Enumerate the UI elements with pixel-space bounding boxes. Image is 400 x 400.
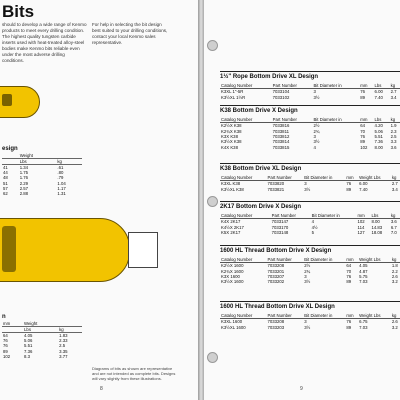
table-row	[220, 230, 400, 235]
table-cell: 3.6	[390, 144, 397, 150]
table-cell: K3XL 1600	[221, 319, 243, 325]
binder-hole	[207, 40, 218, 51]
table-cell: 76	[346, 181, 352, 187]
table-row	[220, 94, 400, 99]
table-cell: 89	[360, 139, 366, 145]
spec-table	[220, 213, 400, 235]
table-cell: 7033201	[267, 268, 285, 274]
intro-text-right: For help in selecting the bit design best suited to your drilling conditions, contact your local Kenmo sales representative.	[92, 22, 168, 45]
table-cell: 14.83	[371, 224, 383, 230]
table-cell: 2.6	[391, 273, 398, 279]
table-cell: 3.2	[391, 324, 398, 330]
table-cell: 76	[360, 133, 366, 139]
table-cell: 1.9	[390, 123, 397, 129]
table-cell: 3	[313, 133, 316, 139]
table-cell: 7033207	[267, 273, 285, 279]
table-cell: 3½	[313, 139, 320, 145]
table-cell: 7033815	[272, 144, 290, 150]
table-cell: 7033814	[272, 139, 290, 145]
col-header: Weight Lbs	[358, 175, 391, 181]
col-header: mm	[345, 313, 358, 319]
table-cell: 3	[313, 89, 316, 95]
spec-table	[220, 175, 400, 192]
section-rule	[220, 105, 400, 106]
table-cell: 6.00	[374, 89, 383, 95]
table-cell: 4.20	[374, 123, 383, 129]
page-number-left: 8	[100, 386, 103, 392]
table-cell: 4	[311, 219, 315, 225]
table-cell: 6.7	[390, 224, 397, 230]
table-cell: 76	[346, 273, 352, 279]
table-cell: K2¾X 1600	[221, 268, 244, 274]
table-cell: 3½	[313, 94, 320, 100]
section-rule	[220, 201, 400, 202]
table-cell: 2.2	[391, 268, 398, 274]
table-cell: 7.03	[359, 279, 368, 285]
table-row: 41 1.34 .61	[3, 165, 64, 171]
page-title: Bits	[2, 2, 35, 21]
table-cell: 3.4	[390, 94, 397, 100]
col-header: mm	[357, 213, 371, 219]
bit-table-2	[2, 314, 82, 359]
table-cell: 2½	[313, 123, 320, 129]
table-cell: 7033203	[267, 324, 285, 330]
illustration-caption: Diagrams of bits as shown are representative and are not intended as complete bits. Designs will vary slightly from these illustrations.	[92, 366, 176, 381]
table-cell: 7033147	[271, 219, 289, 225]
page-number-right: 9	[300, 386, 303, 392]
col-header: Lbs	[374, 83, 390, 89]
col-header: Part Number	[272, 83, 313, 89]
table-cell: 7033208	[267, 319, 285, 325]
table-cell: 76	[346, 319, 352, 325]
col-header: Part Number	[271, 213, 311, 219]
table-cell: 18.08	[371, 229, 383, 235]
table-heading: n	[2, 314, 6, 320]
col-header: kg	[391, 257, 400, 263]
table-row: 76 5.51 2.5	[3, 343, 66, 349]
table-row: 76 5.06 2.33	[3, 338, 68, 344]
table-cell: K3½XL K38	[221, 186, 244, 192]
intro-text-left: should to develop a wide range of Kenmo products to meet every drilling condition. The highest quality tungsten carbide inserts used with heat-treated alloy-steel bodies make Kenmo bits reliable even under the most adverse drilling conditions.	[2, 22, 87, 63]
col-header: Weight Lbs	[358, 257, 391, 263]
col-header: kg	[391, 175, 400, 181]
section-rule	[220, 71, 400, 72]
col-header: kg	[58, 327, 82, 333]
table-row: 102 8.3 3.77	[3, 353, 68, 359]
col-header: Lbs	[23, 327, 58, 333]
col-header: Weight	[19, 153, 57, 159]
table-row: 89 7.36 3.35	[3, 348, 68, 354]
table-cell: K3XL 1"-5R	[221, 89, 244, 95]
table-row	[220, 145, 400, 150]
table-heading: esign	[2, 146, 18, 152]
table-cell: K2½X 1600	[221, 263, 244, 269]
table-row	[220, 279, 400, 284]
col-header: Weight Lbs	[358, 313, 391, 319]
table-row: 62 2.88 1.31	[3, 191, 66, 197]
col-header: Lbs	[19, 159, 57, 165]
table-cell: 7.40	[374, 94, 383, 100]
table-cell: 5	[311, 229, 315, 235]
table-row	[220, 324, 400, 329]
right-page	[204, 0, 400, 400]
table-cell: 4	[313, 144, 316, 150]
bit-profile-outline	[128, 232, 158, 268]
table-cell: 2.7	[391, 181, 398, 187]
table-cell: K3XL K38	[221, 181, 241, 187]
table-cell: K3X 1600	[221, 273, 240, 279]
table-cell: K3X K38	[221, 133, 238, 139]
left-page	[0, 0, 198, 400]
table-cell: 8.00	[371, 219, 380, 225]
table-cell: 3½	[304, 324, 311, 330]
table-cell: 2½	[304, 263, 311, 269]
table-cell: 2.7	[390, 89, 397, 95]
col-header: Lbs	[370, 213, 389, 219]
table-cell: 2.5	[390, 133, 397, 139]
table-cell: 102	[357, 219, 365, 225]
section-title: 1½" Rope Bottom Drive XL Design	[220, 74, 319, 80]
bit-bore	[2, 94, 12, 106]
col-header: kg	[390, 213, 400, 219]
spec-table	[220, 83, 400, 100]
table-cell: K4X K38	[221, 144, 238, 150]
table-cell: 7.03	[359, 324, 368, 330]
table-cell: 3	[304, 181, 307, 187]
table-cell: 64	[346, 263, 352, 269]
table-cell: 3.3	[390, 139, 397, 145]
table-cell: 7033102	[272, 94, 290, 100]
col-header: kg	[390, 83, 400, 89]
table-cell: 7033816	[272, 123, 290, 129]
table-cell: 7033811	[272, 128, 290, 134]
col-header: Bit Diameter in	[312, 83, 359, 89]
table-cell: K3½X K38	[221, 139, 242, 145]
col-header: Part Number	[272, 117, 313, 123]
table-cell: K5X 2K17	[221, 229, 241, 235]
table-row: 57 2.57 1.17	[3, 185, 66, 191]
table-cell: 70	[360, 128, 366, 134]
table-cell: 7033821	[267, 186, 285, 192]
table-cell: K4½X 2K17	[221, 224, 244, 230]
section-title: 2K17 Bottom Drive X Design	[220, 204, 302, 210]
col-header: mm	[359, 83, 373, 89]
col-header: mm	[345, 257, 358, 263]
col-header: Weight	[23, 321, 58, 327]
table-row: 64 4.05 1.83	[3, 333, 68, 339]
table-cell: 114	[357, 224, 365, 230]
col-header: Catalog Number	[220, 257, 266, 263]
col-header: Lbs	[374, 117, 390, 123]
table-cell: 3.4	[391, 186, 398, 192]
col-header: Part Number	[266, 313, 303, 319]
table-row	[220, 186, 400, 191]
spec-table	[220, 257, 400, 285]
table-cell: 5.51	[374, 133, 383, 139]
table-cell: 7033148	[271, 229, 289, 235]
table-cell: 3½	[304, 279, 311, 285]
col-header: Catalog Number	[220, 117, 272, 123]
section-title: K38 Bottom Drive X Design	[220, 108, 298, 114]
table-cell: 102	[360, 144, 368, 150]
bit-table-1	[2, 146, 82, 196]
table-cell: 7033208	[267, 263, 285, 269]
section-title: 1600 HL Thread Bottom Drive X Design	[220, 248, 332, 254]
table-cell: 89	[360, 94, 366, 100]
table-cell: 2.6	[391, 319, 398, 325]
table-cell: 6.75	[359, 319, 368, 325]
table-cell: K2¾X K38	[221, 128, 242, 134]
col-header: kg	[390, 117, 400, 123]
spec-table	[220, 117, 400, 150]
table-cell: 4.87	[359, 268, 368, 274]
table-cell: 7033820	[267, 181, 285, 187]
col-header: Bit Diameter in	[303, 257, 345, 263]
table-cell: 7.40	[359, 186, 368, 192]
table-row: 44 1.75 .80	[3, 170, 64, 176]
table-cell: K3½X 1600	[221, 279, 244, 285]
table-cell: 64	[360, 123, 366, 129]
table-cell: 2¾	[313, 128, 320, 134]
table-cell: 7033202	[267, 279, 285, 285]
table-cell: 4.05	[359, 263, 368, 269]
col-header: Catalog Number	[220, 213, 271, 219]
table-cell: 4½	[311, 224, 318, 230]
binder-hole	[207, 196, 218, 207]
table-cell: 2.3	[390, 128, 397, 134]
table-cell: 89	[346, 279, 352, 285]
table-row: 48 1.76 .79	[3, 175, 64, 181]
table-cell: 1.8	[391, 263, 398, 269]
col-header: Catalog Number	[220, 175, 266, 181]
section-rule	[220, 163, 400, 164]
table-cell: 89	[346, 324, 352, 330]
table-cell: 89	[346, 186, 352, 192]
table-cell: K4X 2K17	[221, 219, 241, 225]
binder-hole	[207, 352, 218, 363]
table-cell: K3½XL 1600	[221, 324, 246, 330]
table-cell: 76	[360, 89, 366, 95]
bit-shank	[2, 226, 16, 272]
table-cell: 3.6	[390, 219, 397, 225]
col-header: mm	[345, 175, 358, 181]
table-row: 51 2.29 1.04	[3, 180, 66, 186]
section-rule	[220, 245, 400, 246]
table-cell: 7033104	[272, 89, 290, 95]
table-cell: 5.06	[374, 128, 383, 134]
table-cell: 7033170	[271, 224, 289, 230]
table-cell: 3½	[304, 186, 311, 192]
col-header: kg	[56, 159, 82, 165]
table-cell: 7.36	[374, 139, 383, 145]
col-header: Bit Diameter in	[312, 117, 359, 123]
col-header: Part Number	[266, 175, 303, 181]
section-rule	[220, 301, 400, 302]
table-cell: K3½XL 1½R	[221, 94, 246, 100]
col-header: Catalog Number	[220, 313, 266, 319]
table-cell: 2¾	[304, 268, 311, 274]
table-cell: 70	[346, 268, 352, 274]
col-header: Bit Diameter in	[311, 213, 357, 219]
col-header: Part Number	[266, 257, 303, 263]
col-header: mm	[359, 117, 373, 123]
col-header: kg	[391, 313, 400, 319]
col-header: Bit Diameter in	[303, 175, 345, 181]
section-title: K38 Bottom Drive XL Design	[220, 166, 302, 172]
bit-illustration-large	[0, 218, 130, 282]
table-cell: 7033812	[272, 133, 290, 139]
col-header: Bit Diameter in	[303, 313, 345, 319]
col-header: Catalog Number	[220, 83, 272, 89]
table-cell: 8.00	[374, 144, 383, 150]
table-cell: K2½X K38	[221, 123, 242, 129]
table-cell: 5.75	[359, 273, 368, 279]
table-cell: 7.0	[390, 229, 397, 235]
col-header: mm	[2, 321, 23, 327]
table-cell: 3	[304, 273, 307, 279]
table-cell: 3	[304, 319, 307, 325]
table-cell: 3.2	[391, 279, 398, 285]
table-cell: 6.00	[359, 181, 368, 187]
table-cell: 127	[357, 229, 365, 235]
spec-table	[220, 313, 400, 330]
section-title: 1600 HL Thread Bottom Drive XL Design	[220, 304, 335, 310]
